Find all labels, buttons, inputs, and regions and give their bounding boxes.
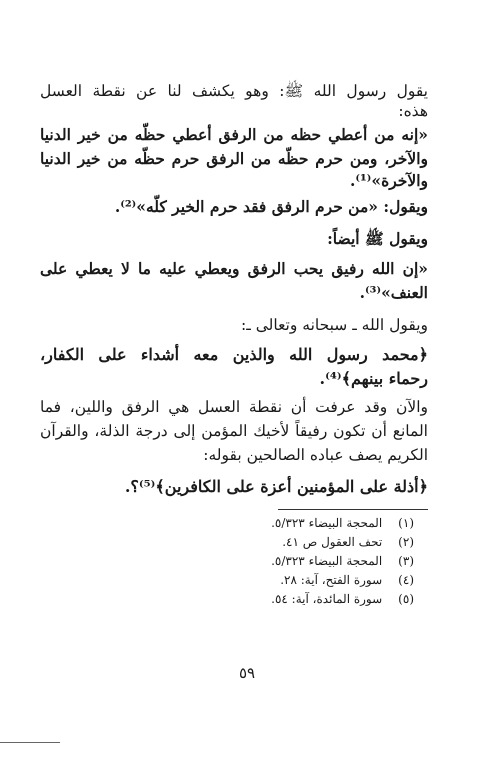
footnote-text: سورة الفتح، آية: ٢٨. <box>280 573 383 587</box>
hadith-line: والآخرة»⁽¹⁾. <box>349 171 428 190</box>
footnote-text: تحف العقول ص ٤١. <box>282 535 383 549</box>
footnote-text: المحجة البيضاء ٥/٣٢٣. <box>271 554 383 568</box>
footnote-number: (٣) <box>398 554 414 568</box>
hadith-line: «إن الله رفيق يحب الرفق ويعطي عليه ما لا يعطي على <box>40 259 428 278</box>
footnote-number: (٢) <box>398 535 414 549</box>
page-number: ٥٩ <box>238 664 256 682</box>
hadith-line: ويقول: «من حرم الرفق فقد حرم الخير كلّه»⁽²⁾. <box>114 197 428 216</box>
text-line: يقول رسول الله ﷺ: وهو يكشف لنا عن نقطة العسل <box>40 82 428 100</box>
hadith-line: والآخر، ومن حرم حظّه من الرفق حرم حظّه من خير الدنيا <box>40 149 428 168</box>
footnote <box>114 591 414 608</box>
quran-verse-line: ﴿محمد رسول الله والذين معه أشداء على الكفار، <box>40 345 428 364</box>
text-line: ويقول الله ـ سبحانه وتعالى ـ: <box>241 316 428 334</box>
hadith-line: «إنه من أعطي حظه من الرفق أعطي حظّه من خير الدنيا <box>40 125 428 144</box>
footnote <box>114 553 414 570</box>
footnote <box>114 515 414 532</box>
footnote-separator <box>278 509 428 510</box>
text-line: والآن وقد عرفت أن نقطة العسل هي الرفق واللين، فما <box>40 398 428 416</box>
text-line: المانع أن تكون رفيقاً لأخيك المؤمن إلى درجة الذلة، والقرآن <box>40 422 428 440</box>
hadith-line: العنف»⁽³⁾. <box>359 283 428 302</box>
quran-verse-line: ﴿أذلة على المؤمنين أعزة على الكافرين﴾⁽⁵⁾؟. <box>124 477 428 496</box>
footnote-text: المحجة البيضاء ٥/٣٢٣. <box>271 516 383 530</box>
quran-verse-line: رحماء بينهم﴾⁽⁴⁾. <box>319 369 428 388</box>
hadith-intro-line: ويقول ﷺ أيضاً: <box>327 229 428 248</box>
footnote-text: سورة المائدة، آية: ٥٤. <box>271 592 383 606</box>
text-line: الكريم يصف عباده الصالحين بقوله: <box>203 446 428 464</box>
text-line: هذه: <box>398 102 428 120</box>
page-edge-rule <box>0 742 60 743</box>
footnote <box>114 572 414 589</box>
footnote-number: (٤) <box>398 573 414 587</box>
footnote-number: (٥) <box>398 592 414 606</box>
footnote-number: (١) <box>398 516 414 530</box>
footnote <box>114 534 414 551</box>
